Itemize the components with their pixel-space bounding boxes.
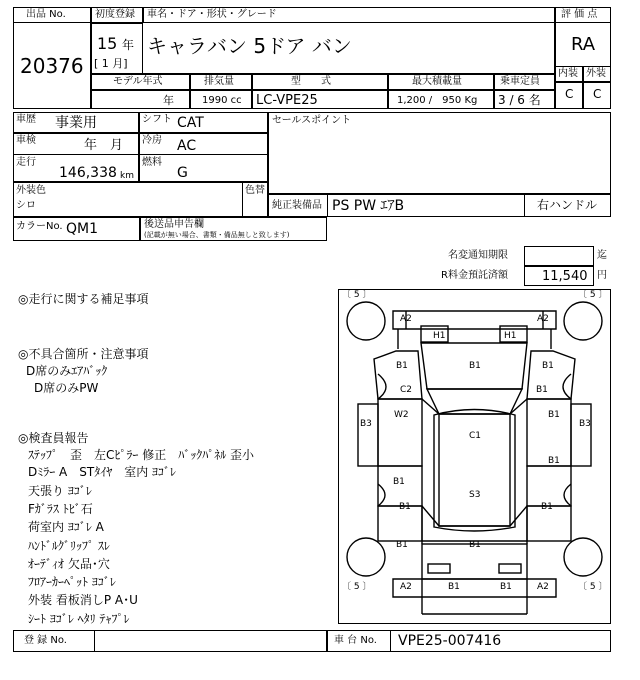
damage-label: W2	[394, 410, 409, 420]
windshield	[427, 389, 522, 414]
damage-label: B1	[548, 456, 560, 466]
mileage-value: 146,338	[59, 165, 117, 181]
history-label: 車歴	[16, 114, 36, 125]
inspector-title: ◎検査員報告	[18, 431, 89, 445]
chassis-value: VPE25-007416	[398, 633, 502, 649]
post-docs-note: (記載が無い場合、書類・備品無しと致します)	[144, 231, 290, 239]
inspector-item: ｽﾃｯﾌﾟ 歪 左Cﾋﾟﾗｰ 修正 ﾊﾞｯｸﾊﾟﾈﾙ 歪小	[28, 448, 255, 462]
left-front-fender	[374, 351, 422, 399]
tire-front-right	[564, 302, 602, 340]
type-label: 型 式	[291, 76, 331, 87]
fuel-value: G	[177, 165, 188, 181]
car-diagram	[338, 289, 611, 624]
car-name: キャラバン 5ドア バン	[147, 34, 352, 58]
inspector-item: ｵｰﾃﾞｨｵ 欠品･穴	[28, 557, 110, 571]
tire-mark-rear-right: 〔 5 〕	[578, 582, 608, 592]
shift-label: シフト	[142, 114, 172, 125]
damage-label: A2	[400, 314, 412, 324]
rear-bumper	[393, 579, 556, 597]
capacity-label: 乗車定員	[500, 76, 540, 87]
left-rear-quarter-strip	[358, 404, 378, 466]
cabin-outline	[434, 410, 515, 532]
damage-label: A2	[537, 582, 549, 592]
displacement-value: 1990 cc	[202, 95, 242, 106]
model-year-label: モデル年式	[113, 76, 163, 87]
sales-point-label: セールスポイント	[272, 115, 352, 126]
driving-notes-title: ◎走行に関する補足事項	[18, 292, 149, 306]
mileage-label: 走行	[16, 157, 36, 168]
right-front-fender	[527, 351, 575, 399]
displacement-label: 排気量	[204, 76, 234, 87]
damage-label: B1	[500, 582, 512, 592]
left-front-arch	[378, 374, 386, 399]
tire-mark-rear-left: 〔 5 〕	[342, 582, 372, 592]
name-change-value-cell	[524, 246, 594, 266]
recycle-value: 11,540	[542, 269, 588, 284]
color-no-value: QM1	[66, 221, 99, 237]
tire-front-left	[347, 302, 385, 340]
damage-label: B1	[393, 477, 405, 487]
damage-label: B1	[399, 502, 411, 512]
damage-label: B1	[469, 361, 481, 371]
damage-label: A2	[537, 314, 549, 324]
interior-label: 内装	[558, 68, 578, 79]
defect-item: D席のみｴｱﾊﾞｯｸ	[26, 364, 108, 378]
score-value: RA	[571, 34, 596, 55]
exterior-color-box	[13, 182, 268, 217]
inspection-value: 年 月	[84, 138, 124, 153]
score-label: 評 価 点	[561, 9, 598, 20]
model-year-value-cell	[91, 90, 190, 109]
exterior-color-value: シロ	[16, 200, 36, 211]
reg-no-label: 登 録 No.	[24, 635, 67, 646]
right-rear-quarter-strip	[571, 404, 591, 466]
type-value: LC-VPE25	[256, 93, 318, 108]
equipment-label: 純正装備品	[272, 200, 322, 211]
capacity-value: 3 / 6 名	[498, 93, 541, 107]
tire-rear-left	[347, 538, 385, 576]
right-front-arch	[563, 374, 571, 399]
chassis-label: 車 台 No.	[334, 635, 377, 646]
equipment-value: PS PW ｴｱB	[332, 198, 405, 214]
name-change-label: 名変通知期限	[448, 250, 508, 261]
damage-label: B1	[396, 361, 408, 371]
fuel-label: 燃料	[142, 157, 162, 168]
ac-value: AC	[177, 138, 197, 154]
inspector-item: 荷室内 ﾖｺﾞﾚ A	[28, 520, 104, 534]
first-reg-label: 初度登録	[95, 9, 135, 20]
damage-label: C2	[400, 385, 413, 395]
max-load-value: 1,200 / 950 Kg	[397, 95, 478, 106]
damage-label: B1	[548, 410, 560, 420]
tire-mark-front-left: 〔 5 〕	[342, 290, 372, 300]
model-year-unit: 年	[163, 94, 174, 107]
history-value: 事業用	[55, 115, 97, 131]
damage-label: S3	[469, 490, 481, 500]
tail-lamp-right	[499, 564, 521, 573]
mileage-unit: km	[120, 171, 134, 181]
inspector-item: Fｶﾞﾗｽ ﾄﾋﾞ石	[28, 502, 93, 516]
handle-value: 右ハンドル	[537, 198, 598, 212]
first-reg-year: 15	[97, 34, 118, 53]
damage-label: B1	[542, 361, 554, 371]
defect-item: D席のみPW	[34, 381, 99, 395]
interior-value: C	[565, 87, 574, 101]
damage-label: B1	[469, 540, 481, 550]
damage-label: B1	[448, 582, 460, 592]
ac-label: 冷房	[142, 135, 162, 146]
shift-value: CAT	[177, 115, 204, 131]
front-bumper	[393, 311, 556, 329]
damage-label: H1	[504, 331, 517, 341]
left-rear-arch	[378, 484, 385, 506]
damage-label: B3	[360, 419, 372, 429]
name-change-unit: 迄	[597, 250, 607, 261]
tire-mark-front-right: 〔 5 〕	[578, 290, 608, 300]
lot-label: 出品 No.	[26, 9, 66, 20]
inspector-item: Dﾐﾗｰ A STﾀｲﾔ 室内 ﾖｺﾞﾚ	[28, 465, 177, 479]
inspector-item: ﾌﾛｱｰｶｰﾍﾟｯﾄ ﾖｺﾞﾚ	[28, 575, 116, 589]
defects-title: ◎不具合箇所・注意事項	[18, 347, 149, 361]
right-slide-door	[527, 466, 571, 506]
damage-label: B3	[579, 419, 591, 429]
carname-label: 車名・ドア・形状・グレード	[147, 9, 277, 20]
damage-label: B1	[541, 502, 553, 512]
exterior-label: 外装	[586, 68, 606, 79]
damage-label: A2	[400, 582, 412, 592]
rear-window-edge	[422, 506, 527, 526]
tail-lamp-left	[428, 564, 450, 573]
inspector-item: 外装 看板消しP A･U	[28, 593, 138, 607]
max-load-label: 最大積載量	[412, 76, 462, 87]
inspector-item: ﾊﾝﾄﾞﾙｸﾞﾘｯﾌﾟ ｽﾚ	[28, 539, 110, 553]
damage-label: B1	[396, 540, 408, 550]
damage-label: C1	[469, 431, 482, 441]
inspector-item: 天張り ﾖｺﾞﾚ	[28, 484, 92, 498]
recycle-label: R料金預託済額	[441, 270, 508, 281]
right-rear-arch	[564, 484, 571, 506]
post-docs-label: 後送品申告欄	[144, 219, 204, 230]
recycle-unit: 円	[597, 270, 607, 281]
first-reg-year-unit: 年	[122, 38, 135, 52]
exterior-color-label: 外装色	[16, 185, 46, 196]
lot-number: 20376	[20, 54, 84, 78]
color-change-label: 色替	[245, 185, 265, 196]
tire-rear-right	[564, 538, 602, 576]
first-reg-month: [ 1 月]	[94, 57, 128, 70]
damage-label: B1	[536, 385, 548, 395]
exterior-value: C	[593, 87, 602, 101]
color-no-label: カラーNo.	[16, 221, 63, 232]
inspection-label: 車検	[16, 135, 36, 146]
damage-label: H1	[433, 331, 446, 341]
inspector-item: ｼｰﾄ ﾖｺﾞﾚ ﾍﾀﾘ ﾃｬﾌﾟﾚ	[28, 612, 130, 626]
